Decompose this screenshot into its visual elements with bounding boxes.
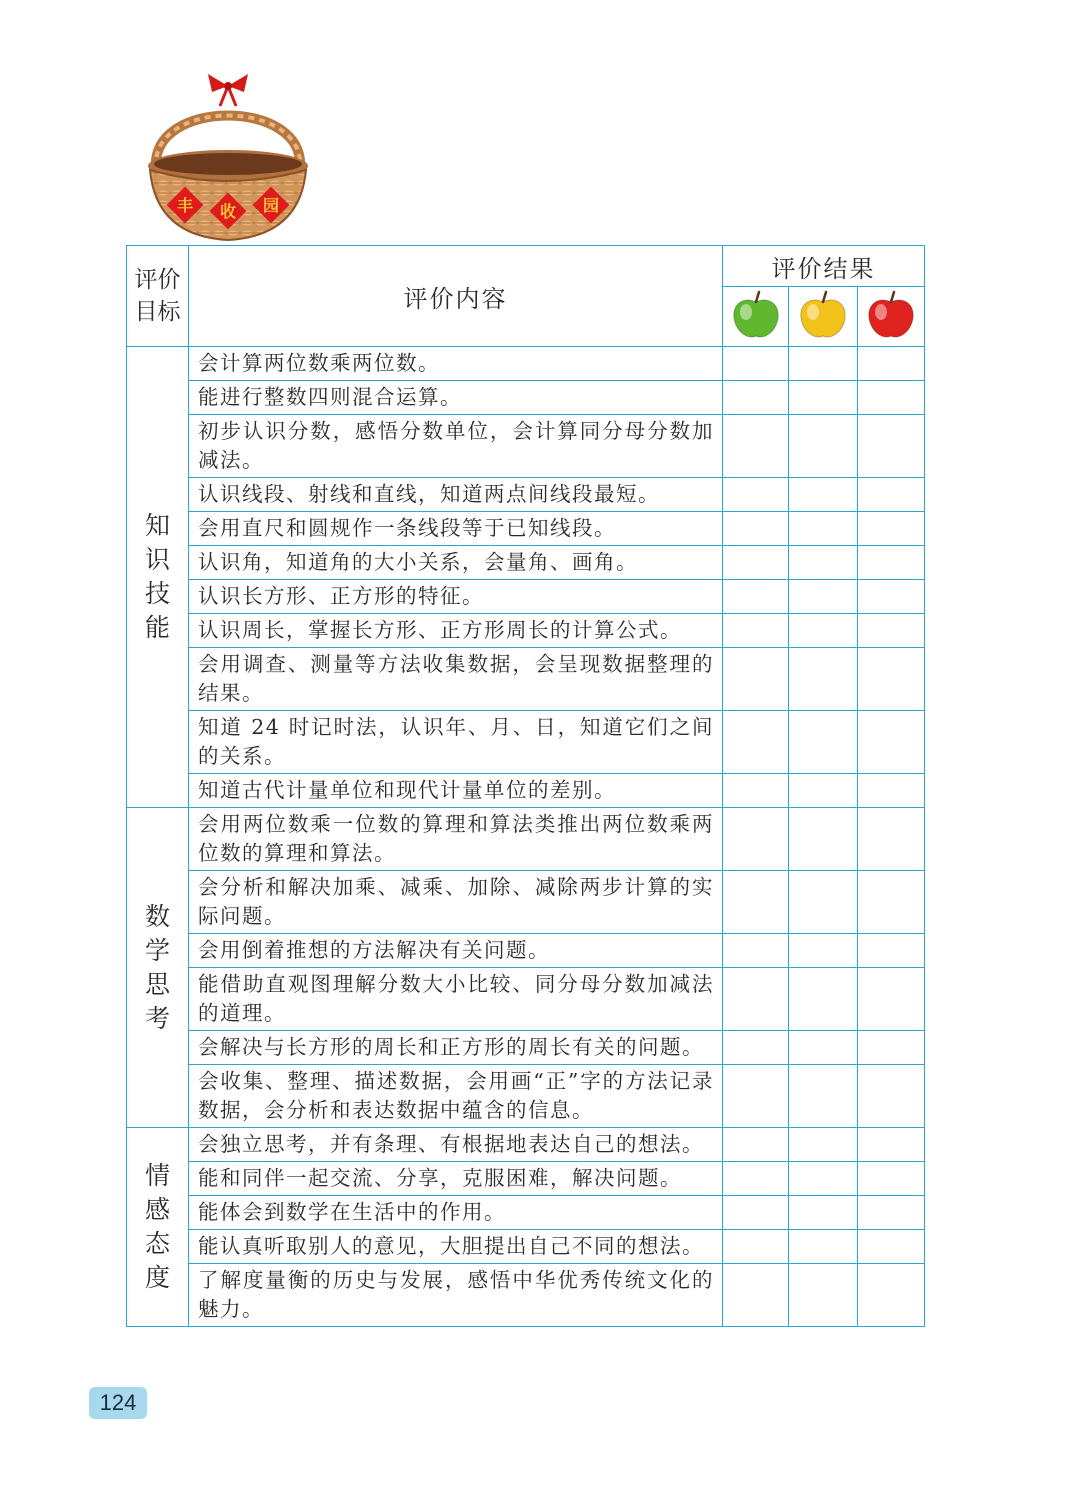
basket-sign	[167, 187, 290, 230]
header-goal	[127, 246, 189, 347]
result-checkbox-cell[interactable]	[789, 415, 858, 478]
evaluation-item: 初步认识分数，感悟分数单位，会计算同分母分数加减法。	[189, 415, 723, 478]
evaluation-item: 能借助直观图理解分数大小比较、同分母分数加减法的道理。	[189, 968, 723, 1031]
table-row	[127, 546, 925, 580]
result-checkbox-cell[interactable]	[789, 934, 858, 968]
header-goal-label: 评价目标	[134, 267, 181, 325]
result-checkbox-cell[interactable]	[789, 871, 858, 934]
result-checkbox-cell[interactable]	[723, 1162, 789, 1196]
table-row	[127, 415, 925, 478]
result-checkbox-cell[interactable]	[789, 347, 858, 381]
basket-sign-char: 园	[262, 196, 280, 215]
evaluation-item: 会用直尺和圆规作一条线段等于已知线段。	[189, 512, 723, 546]
header-content: 评价内容	[189, 246, 723, 347]
result-checkbox-cell[interactable]	[858, 1128, 925, 1162]
evaluation-item: 认识周长，掌握长方形、正方形周长的计算公式。	[189, 614, 723, 648]
result-checkbox-cell[interactable]	[789, 808, 858, 871]
result-checkbox-cell[interactable]	[858, 1196, 925, 1230]
result-checkbox-cell[interactable]	[789, 648, 858, 711]
red-apple-icon	[865, 290, 917, 340]
result-checkbox-cell[interactable]	[789, 1031, 858, 1065]
result-checkbox-cell[interactable]	[858, 381, 925, 415]
table-row	[127, 478, 925, 512]
table-row	[127, 774, 925, 808]
table-row	[127, 934, 925, 968]
table-row	[127, 808, 925, 871]
result-checkbox-cell[interactable]	[723, 711, 789, 774]
result-checkbox-cell[interactable]	[723, 968, 789, 1031]
result-column-3	[858, 287, 925, 347]
table-row	[127, 614, 925, 648]
result-checkbox-cell[interactable]	[723, 1196, 789, 1230]
evaluation-item: 了解度量衡的历史与发展，感悟中华优秀传统文化的魅力。	[189, 1264, 723, 1327]
result-column-1	[723, 287, 789, 347]
result-checkbox-cell[interactable]	[723, 648, 789, 711]
result-checkbox-cell[interactable]	[858, 1264, 925, 1327]
result-checkbox-cell[interactable]	[789, 1264, 858, 1327]
table-row	[127, 711, 925, 774]
result-column-2	[789, 287, 858, 347]
evaluation-item: 能和同伴一起交流、分享，克服困难，解决问题。	[189, 1162, 723, 1196]
result-checkbox-cell[interactable]	[858, 614, 925, 648]
result-checkbox-cell[interactable]	[789, 968, 858, 1031]
harvest-basket-illustration	[128, 58, 328, 248]
result-checkbox-cell[interactable]	[723, 512, 789, 546]
result-checkbox-cell[interactable]	[858, 808, 925, 871]
result-checkbox-cell[interactable]	[858, 1162, 925, 1196]
result-checkbox-cell[interactable]	[723, 478, 789, 512]
result-checkbox-cell[interactable]	[723, 1065, 789, 1128]
table-row	[127, 512, 925, 546]
result-checkbox-cell[interactable]	[789, 478, 858, 512]
evaluation-item: 知道古代计量单位和现代计量单位的差别。	[189, 774, 723, 808]
result-checkbox-cell[interactable]	[858, 347, 925, 381]
result-checkbox-cell[interactable]	[789, 512, 858, 546]
basket-sign-char: 收	[219, 202, 237, 221]
result-checkbox-cell[interactable]	[789, 1230, 858, 1264]
goal-knowledge-skills: 知 识 技 能	[127, 347, 189, 808]
result-checkbox-cell[interactable]	[858, 1230, 925, 1264]
table-row	[127, 1196, 925, 1230]
result-checkbox-cell[interactable]	[858, 774, 925, 808]
result-checkbox-cell[interactable]	[789, 580, 858, 614]
result-checkbox-cell[interactable]	[858, 512, 925, 546]
table-row	[127, 580, 925, 614]
result-checkbox-cell[interactable]	[858, 934, 925, 968]
result-checkbox-cell[interactable]	[789, 1162, 858, 1196]
table-row	[127, 347, 925, 381]
result-checkbox-cell[interactable]	[723, 415, 789, 478]
result-checkbox-cell[interactable]	[858, 871, 925, 934]
header-result: 评价结果	[723, 246, 925, 287]
green-apple-icon	[730, 290, 782, 340]
result-checkbox-cell[interactable]	[858, 415, 925, 478]
result-checkbox-cell[interactable]	[858, 478, 925, 512]
result-checkbox-cell[interactable]	[723, 347, 789, 381]
table-row	[127, 1065, 925, 1128]
evaluation-item: 认识长方形、正方形的特征。	[189, 580, 723, 614]
result-checkbox-cell[interactable]	[723, 1128, 789, 1162]
evaluation-item: 会分析和解决加乘、减乘、加除、减除两步计算的实际问题。	[189, 871, 723, 934]
table-row	[127, 871, 925, 934]
evaluation-item: 会计算两位数乘两位数。	[189, 347, 723, 381]
result-checkbox-cell[interactable]	[858, 711, 925, 774]
result-checkbox-cell[interactable]	[858, 1031, 925, 1065]
goal-math-thinking: 数 学 思 考	[127, 808, 189, 1128]
table-row	[127, 1264, 925, 1327]
result-checkbox-cell[interactable]	[723, 381, 789, 415]
evaluation-item: 会用调查、测量等方法收集数据，会呈现数据整理的结果。	[189, 648, 723, 711]
yellow-apple-icon	[797, 290, 849, 340]
result-checkbox-cell[interactable]	[858, 1065, 925, 1128]
result-checkbox-cell[interactable]	[723, 546, 789, 580]
basket-sign-char: 丰	[176, 196, 194, 215]
evaluation-table	[126, 245, 925, 1327]
result-checkbox-cell[interactable]	[789, 381, 858, 415]
goal-emotion-attitude: 情 感 态 度	[127, 1128, 189, 1327]
evaluation-item: 会独立思考，并有条理、有根据地表达自己的想法。	[189, 1128, 723, 1162]
evaluation-item: 认识角，知道角的大小关系，会量角、画角。	[189, 546, 723, 580]
evaluation-item: 知道 24 时记时法，认识年、月、日，知道它们之间的关系。	[189, 711, 723, 774]
evaluation-item: 会用两位数乘一位数的算理和算法类推出两位数乘两位数的算理和算法。	[189, 808, 723, 871]
result-checkbox-cell[interactable]	[858, 546, 925, 580]
table-row	[127, 648, 925, 711]
page-number: 124	[89, 1387, 147, 1419]
table-row	[127, 381, 925, 415]
result-checkbox-cell[interactable]	[789, 1196, 858, 1230]
evaluation-item: 会解决与长方形的周长和正方形的周长有关的问题。	[189, 1031, 723, 1065]
result-checkbox-cell[interactable]	[723, 1031, 789, 1065]
result-checkbox-cell[interactable]	[858, 580, 925, 614]
result-checkbox-cell[interactable]	[789, 614, 858, 648]
result-checkbox-cell[interactable]	[789, 711, 858, 774]
result-checkbox-cell[interactable]	[723, 871, 789, 934]
bow-icon	[208, 74, 248, 106]
result-checkbox-cell[interactable]	[723, 934, 789, 968]
evaluation-item: 能认真听取别人的意见，大胆提出自己不同的想法。	[189, 1230, 723, 1264]
result-checkbox-cell[interactable]	[723, 614, 789, 648]
evaluation-item: 能体会到数学在生活中的作用。	[189, 1196, 723, 1230]
table-row	[127, 1031, 925, 1065]
table-row	[127, 968, 925, 1031]
result-checkbox-cell[interactable]	[723, 580, 789, 614]
evaluation-item: 能进行整数四则混合运算。	[189, 381, 723, 415]
result-checkbox-cell[interactable]	[858, 648, 925, 711]
evaluation-item: 会收集、整理、描述数据，会用画“正”字的方法记录数据，会分析和表达数据中蕴含的信息。	[189, 1065, 723, 1128]
result-checkbox-cell[interactable]	[723, 1264, 789, 1327]
result-checkbox-cell[interactable]	[789, 1128, 858, 1162]
result-checkbox-cell[interactable]	[789, 1065, 858, 1128]
result-checkbox-cell[interactable]	[723, 1230, 789, 1264]
table-row	[127, 1128, 925, 1162]
result-checkbox-cell[interactable]	[789, 774, 858, 808]
result-checkbox-cell[interactable]	[858, 968, 925, 1031]
table-row	[127, 1162, 925, 1196]
result-checkbox-cell[interactable]	[723, 774, 789, 808]
result-checkbox-cell[interactable]	[789, 546, 858, 580]
evaluation-item: 认识线段、射线和直线，知道两点间线段最短。	[189, 478, 723, 512]
result-checkbox-cell[interactable]	[723, 808, 789, 871]
table-row	[127, 1230, 925, 1264]
evaluation-item: 会用倒着推想的方法解决有关问题。	[189, 934, 723, 968]
